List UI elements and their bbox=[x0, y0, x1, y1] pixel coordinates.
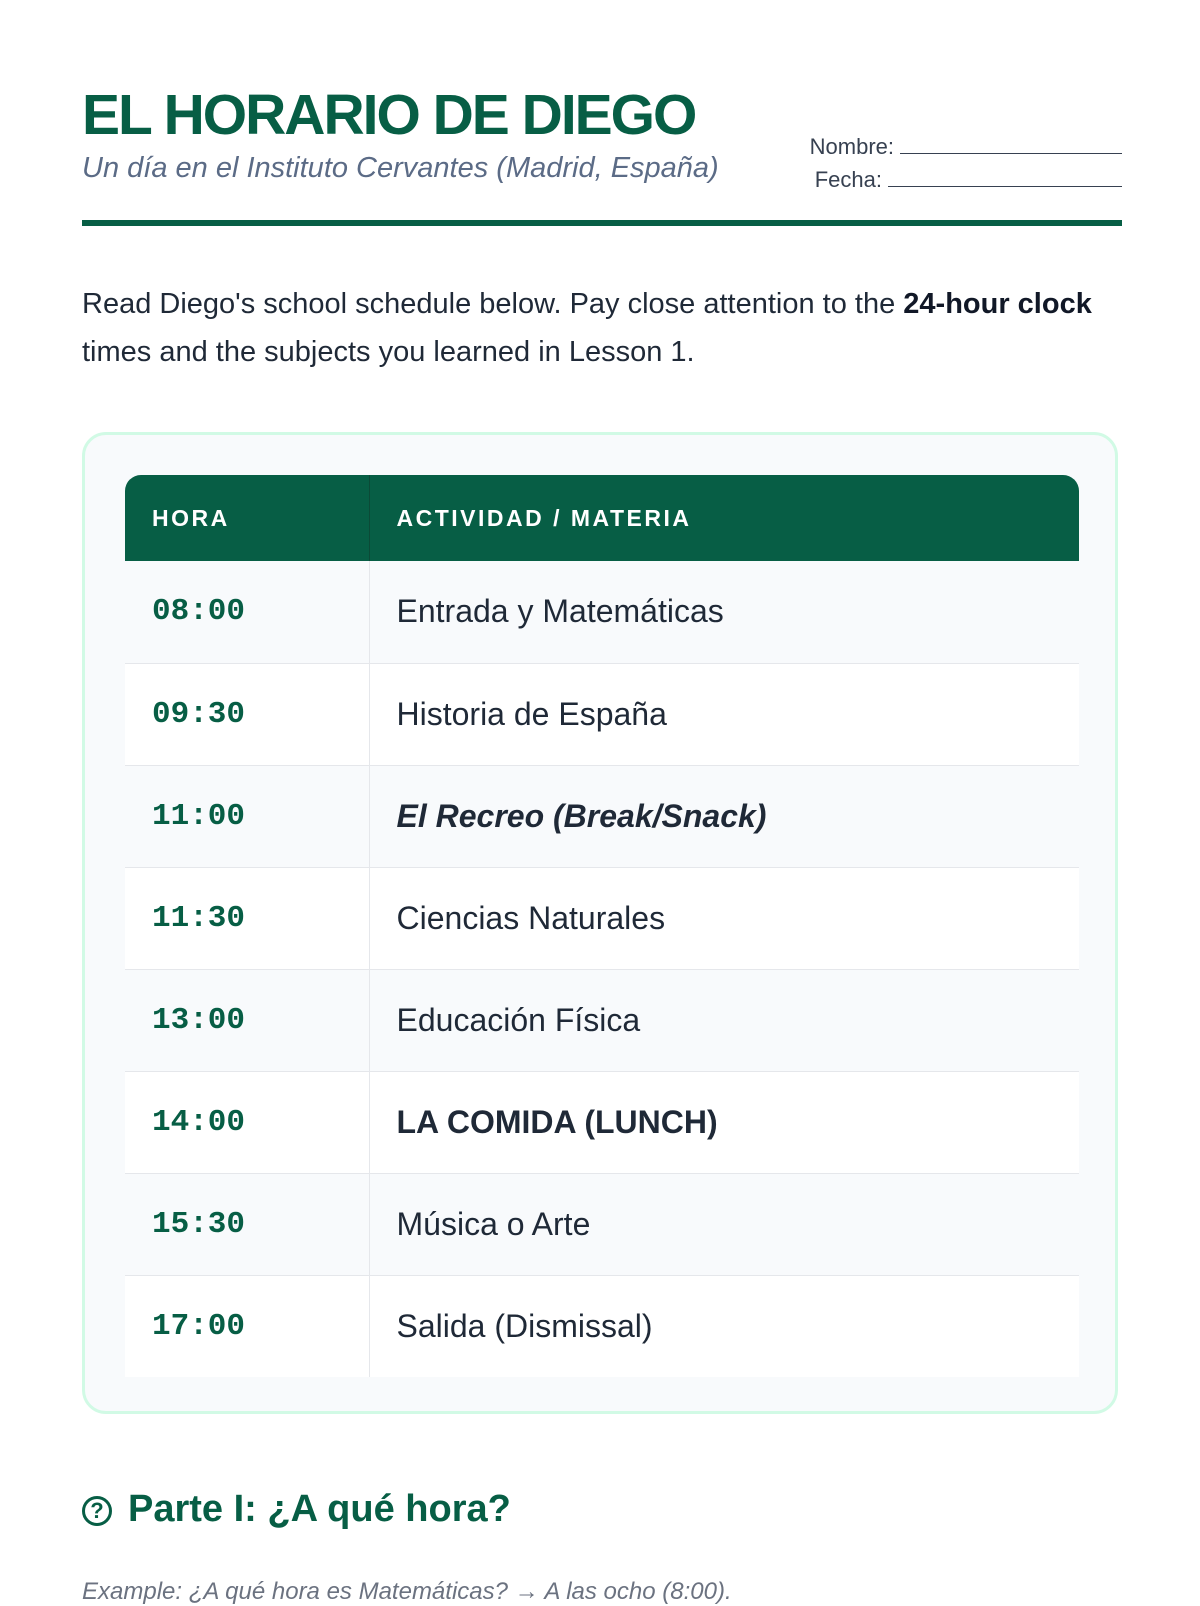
name-label: Nombre: bbox=[809, 134, 894, 159]
intro-text-end: times and the subjects you learned in Lesson 1. bbox=[82, 336, 695, 368]
row-activity: Ciencias Naturales bbox=[369, 867, 1079, 969]
row-activity: Historia de España bbox=[369, 663, 1079, 765]
row-time: 17:00 bbox=[125, 1275, 369, 1377]
date-field-row bbox=[810, 163, 1122, 196]
name-blank-line[interactable] bbox=[900, 135, 1122, 154]
intro-bold-text: 24-hour clock bbox=[903, 288, 1092, 320]
table-row bbox=[125, 867, 1079, 969]
header-divider bbox=[82, 220, 1122, 226]
row-time: 13:00 bbox=[125, 969, 369, 1071]
row-time: 09:30 bbox=[125, 663, 369, 765]
row-time: 08:00 bbox=[125, 561, 369, 663]
row-activity-break: El Recreo (Break/Snack) bbox=[369, 765, 1079, 867]
column-header-time: HORA bbox=[125, 475, 369, 561]
intro-instructions bbox=[82, 280, 1122, 376]
part-one-heading bbox=[82, 1486, 511, 1532]
page-title: EL HORARIO DE DIEGO bbox=[82, 83, 696, 147]
student-fields bbox=[810, 130, 1122, 196]
worksheet-header bbox=[82, 84, 1122, 226]
part-one-title: Parte I: ¿A qué hora? bbox=[128, 1487, 511, 1530]
part-one-example: Example: ¿A qué hora es Matemáticas? → A las ocho (8:00). bbox=[82, 1578, 732, 1605]
row-activity-lunch: LA COMIDA (LUNCH) bbox=[369, 1071, 1079, 1173]
row-time: 11:30 bbox=[125, 867, 369, 969]
schedule-card bbox=[82, 432, 1118, 1414]
intro-text-start: Read Diego's school schedule below. Pay close attention to the bbox=[82, 288, 904, 320]
schedule-header-row bbox=[125, 475, 1079, 561]
column-header-activity: ACTIVIDAD / MATERIA bbox=[369, 475, 1079, 561]
table-row bbox=[125, 765, 1079, 867]
schedule-table bbox=[125, 475, 1079, 1377]
row-activity: Salida (Dismissal) bbox=[369, 1275, 1079, 1377]
row-time: 11:00 bbox=[125, 765, 369, 867]
row-activity: Entrada y Matemáticas bbox=[369, 561, 1079, 663]
row-activity: Música o Arte bbox=[369, 1173, 1079, 1275]
question-circle-icon: ? bbox=[82, 1496, 112, 1526]
table-row bbox=[125, 1071, 1079, 1173]
row-time: 15:30 bbox=[125, 1173, 369, 1275]
table-row bbox=[125, 1173, 1079, 1275]
date-blank-line[interactable] bbox=[888, 168, 1122, 187]
table-row bbox=[125, 663, 1079, 765]
table-row bbox=[125, 1275, 1079, 1377]
row-activity: Educación Física bbox=[369, 969, 1079, 1071]
name-field-row bbox=[810, 130, 1122, 163]
page-subtitle: Un día en el Instituto Cervantes (Madrid, España) bbox=[82, 152, 719, 184]
date-label: Fecha: bbox=[814, 167, 882, 192]
row-time: 14:00 bbox=[125, 1071, 369, 1173]
table-row bbox=[125, 561, 1079, 663]
table-row bbox=[125, 969, 1079, 1071]
